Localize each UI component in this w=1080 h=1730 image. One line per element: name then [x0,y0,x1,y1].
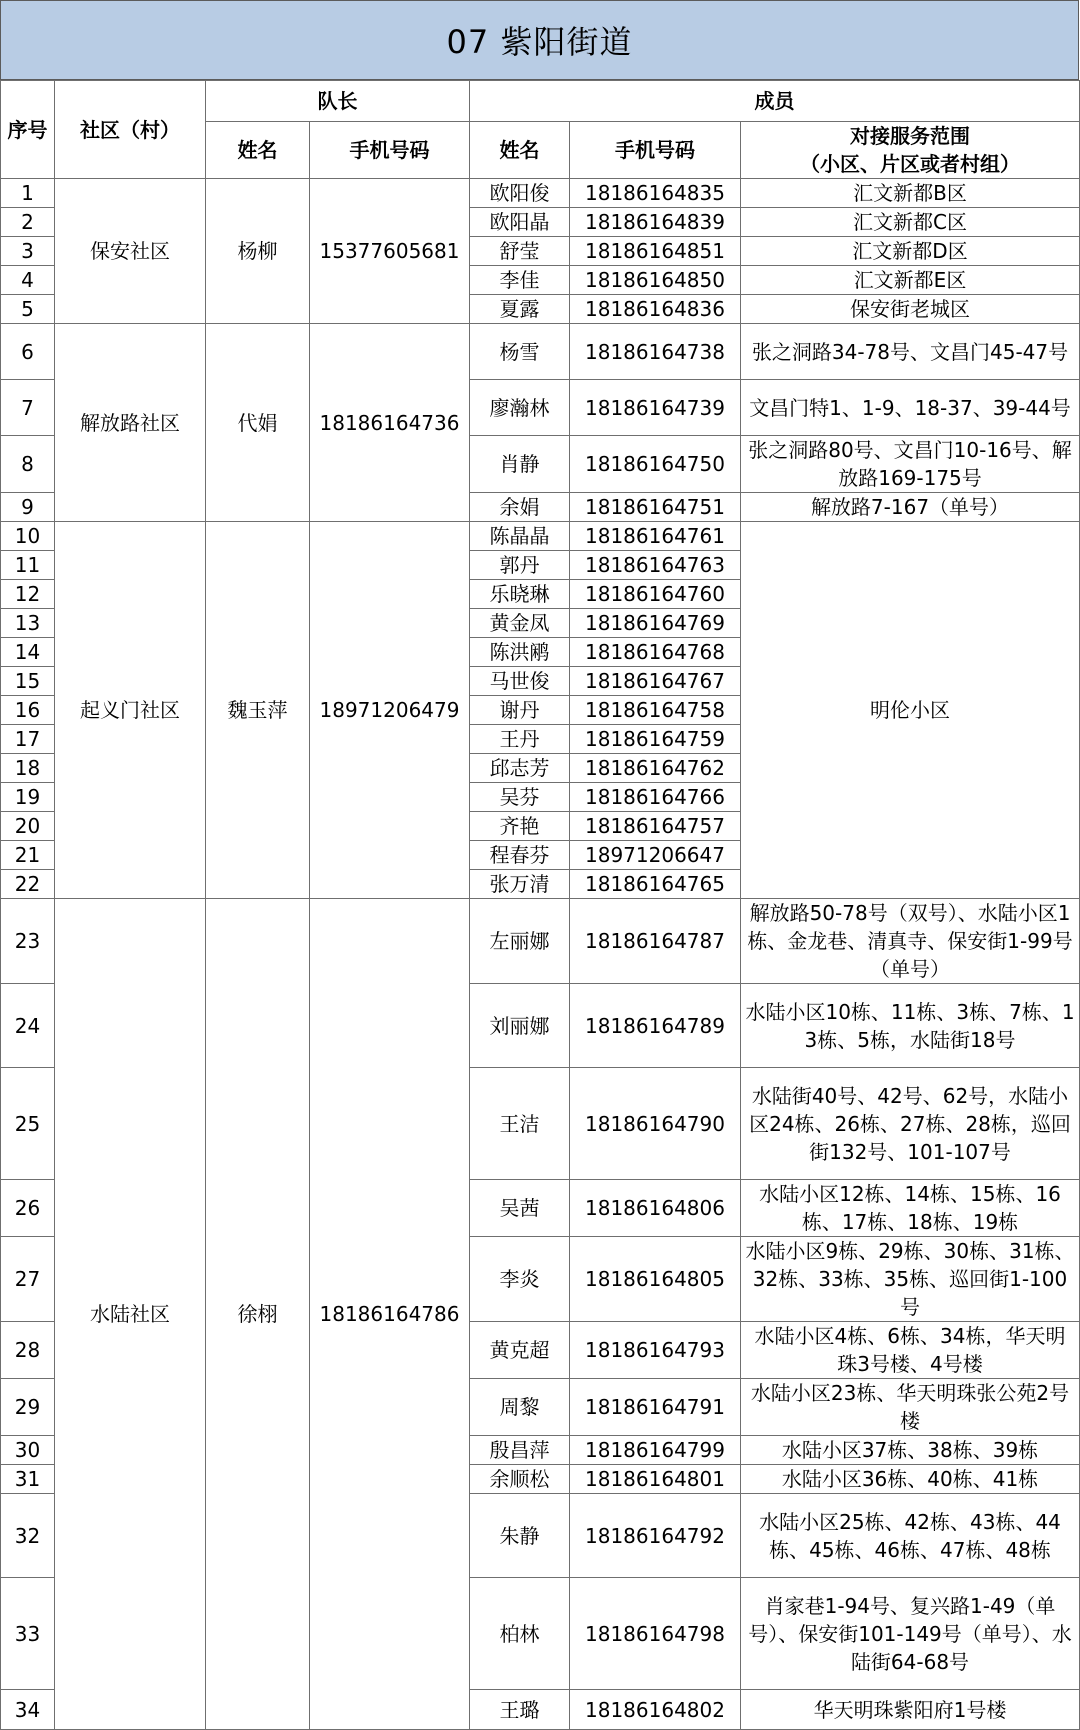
member-name: 周黎 [470,1379,570,1436]
row-index: 3 [1,237,55,266]
member-phone: 18186164759 [570,725,741,754]
member-name: 肖静 [470,436,570,493]
service-scope: 水陆小区36栋、40栋、41栋 [741,1465,1080,1494]
community-name: 水陆社区 [55,899,206,1730]
member-phone: 18186164801 [570,1465,741,1494]
row-index: 12 [1,580,55,609]
member-name: 吴茜 [470,1180,570,1237]
member-phone: 18186164787 [570,899,741,984]
service-scope: 肖家巷1-94号、复兴路1-49（单号）、保安街101-149号（单号）、水陆街64-68号 [741,1578,1080,1690]
member-phone: 18186164805 [570,1237,741,1322]
service-scope: 水陆小区10栋、11栋、3栋、7栋、13栋、5栋，水陆街18号 [741,984,1080,1068]
member-phone: 18186164750 [570,436,741,493]
member-name: 吴芬 [470,783,570,812]
member-name: 舒莹 [470,237,570,266]
table-row [1,179,1080,208]
member-phone: 18186164768 [570,638,741,667]
row-index: 31 [1,1465,55,1494]
member-name: 欧阳晶 [470,208,570,237]
member-phone: 18186164739 [570,380,741,436]
service-scope: 汇文新都B区 [741,179,1080,208]
member-name: 张万清 [470,870,570,899]
row-index: 14 [1,638,55,667]
member-name: 朱静 [470,1494,570,1578]
service-scope: 水陆小区12栋、14栋、15栋、16栋、17栋、18栋、19栋 [741,1180,1080,1237]
header-member-name: 姓名 [470,122,570,179]
community-name: 保安社区 [55,179,206,324]
service-scope: 汇文新都D区 [741,237,1080,266]
service-scope: 华天明珠紫阳府1号楼 [741,1690,1080,1730]
member-phone: 18186164836 [570,295,741,324]
member-phone: 18186164791 [570,1379,741,1436]
service-scope: 水陆小区9栋、29栋、30栋、31栋、32栋、33栋、35栋、巡回街1-100号 [741,1237,1080,1322]
member-phone: 18186164758 [570,696,741,725]
member-phone: 18186164757 [570,812,741,841]
member-name: 郭丹 [470,551,570,580]
member-name: 欧阳俊 [470,179,570,208]
member-phone: 18186164802 [570,1690,741,1730]
service-scope: 汇文新都C区 [741,208,1080,237]
row-index: 34 [1,1690,55,1730]
member-name: 齐艳 [470,812,570,841]
service-scope: 张之洞路80号、文昌门10-16号、解放路169-175号 [741,436,1080,493]
member-name: 殷昌萍 [470,1436,570,1465]
member-name: 余顺松 [470,1465,570,1494]
service-scope: 保安街老城区 [741,295,1080,324]
member-phone: 18186164751 [570,493,741,522]
member-name: 李佳 [470,266,570,295]
member-name: 李炎 [470,1237,570,1322]
row-index: 18 [1,754,55,783]
row-index: 8 [1,436,55,493]
captain-name: 徐栩 [206,899,310,1730]
member-phone: 18186164850 [570,266,741,295]
row-index: 13 [1,609,55,638]
member-phone: 18186164798 [570,1578,741,1690]
row-index: 21 [1,841,55,870]
member-phone: 18186164767 [570,667,741,696]
service-scope: 文昌门特1、1-9、18-37、39-44号 [741,380,1080,436]
member-name: 王洁 [470,1068,570,1180]
member-name: 刘丽娜 [470,984,570,1068]
row-index: 5 [1,295,55,324]
captain-name: 杨柳 [206,179,310,324]
header-community: 社区（村） [55,81,206,179]
header-captain: 队长 [206,81,470,122]
table-row [1,324,1080,380]
member-phone: 18186164851 [570,237,741,266]
header-scope-line2: （小区、片区或者村组） [800,152,1020,176]
member-phone: 18186164761 [570,522,741,551]
captain-phone: 15377605681 [310,179,470,324]
row-index: 26 [1,1180,55,1237]
roster-body [1,179,1080,1730]
service-scope: 水陆小区4栋、6栋、34栋，华天明珠3号楼、4号楼 [741,1322,1080,1379]
row-index: 33 [1,1578,55,1690]
table-row [1,522,1080,551]
service-scope: 明伦小区 [741,522,1080,899]
service-scope: 水陆小区37栋、38栋、39栋 [741,1436,1080,1465]
row-index: 27 [1,1237,55,1322]
roster-table [0,80,1080,1730]
member-name: 陈洪鹇 [470,638,570,667]
member-name: 邱志芳 [470,754,570,783]
community-name: 解放路社区 [55,324,206,522]
captain-phone: 18971206479 [310,522,470,899]
row-index: 20 [1,812,55,841]
member-phone: 18186164790 [570,1068,741,1180]
member-phone: 18186164806 [570,1180,741,1237]
header-scope-line1: 对接服务范围 [850,124,970,148]
member-phone: 18186164789 [570,984,741,1068]
row-index: 19 [1,783,55,812]
service-scope: 解放路50-78号（双号）、水陆小区1栋、金龙巷、清真寺、保安街1-99号（单号） [741,899,1080,984]
member-name: 余娟 [470,493,570,522]
member-name: 柏林 [470,1578,570,1690]
row-index: 10 [1,522,55,551]
member-phone: 18971206647 [570,841,741,870]
captain-name: 魏玉萍 [206,522,310,899]
service-scope: 解放路7-167（单号） [741,493,1080,522]
member-name: 王璐 [470,1690,570,1730]
sheet-title: 07 紫阳街道 [0,0,1079,80]
member-name: 陈晶晶 [470,522,570,551]
member-phone: 18186164839 [570,208,741,237]
community-name: 起义门社区 [55,522,206,899]
captain-phone: 18186164736 [310,324,470,522]
header-captain-phone: 手机号码 [310,122,470,179]
member-name: 杨雪 [470,324,570,380]
table-row [1,899,1080,984]
row-index: 9 [1,493,55,522]
service-scope: 水陆小区25栋、42栋、43栋、44栋、45栋、46栋、47栋、48栋 [741,1494,1080,1578]
member-phone: 18186164799 [570,1436,741,1465]
member-phone: 18186164792 [570,1494,741,1578]
row-index: 23 [1,899,55,984]
member-phone: 18186164762 [570,754,741,783]
row-index: 2 [1,208,55,237]
row-index: 24 [1,984,55,1068]
service-scope: 张之洞路34-78号、文昌门45-47号 [741,324,1080,380]
member-name: 黄金凤 [470,609,570,638]
row-index: 29 [1,1379,55,1436]
captain-name: 代娟 [206,324,310,522]
header-member-phone: 手机号码 [570,122,741,179]
member-name: 左丽娜 [470,899,570,984]
member-phone: 18186164760 [570,580,741,609]
service-scope: 汇文新都E区 [741,266,1080,295]
header-service-scope [741,122,1080,179]
member-name: 乐晓琳 [470,580,570,609]
row-index: 4 [1,266,55,295]
row-index: 6 [1,324,55,380]
row-index: 17 [1,725,55,754]
member-name: 谢丹 [470,696,570,725]
row-index: 1 [1,179,55,208]
member-phone: 18186164763 [570,551,741,580]
row-index: 30 [1,1436,55,1465]
member-phone: 18186164766 [570,783,741,812]
member-phone: 18186164769 [570,609,741,638]
member-name: 王丹 [470,725,570,754]
member-phone: 18186164793 [570,1322,741,1379]
header-captain-name: 姓名 [206,122,310,179]
row-index: 16 [1,696,55,725]
row-index: 7 [1,380,55,436]
member-name: 马世俊 [470,667,570,696]
service-scope: 水陆街40号、42号、62号，水陆小区24栋、26栋、27栋、28栋，巡回街132号、101-107号 [741,1068,1080,1180]
row-index: 11 [1,551,55,580]
member-name: 程春芬 [470,841,570,870]
row-index: 22 [1,870,55,899]
captain-phone: 18186164786 [310,899,470,1730]
member-name: 夏露 [470,295,570,324]
member-name: 黄克超 [470,1322,570,1379]
member-phone: 18186164765 [570,870,741,899]
row-index: 28 [1,1322,55,1379]
row-index: 32 [1,1494,55,1578]
member-phone: 18186164835 [570,179,741,208]
header-members: 成员 [470,81,1080,122]
member-name: 廖瀚林 [470,380,570,436]
row-index: 25 [1,1068,55,1180]
member-phone: 18186164738 [570,324,741,380]
header-index: 序号 [1,81,55,179]
service-scope: 水陆小区23栋、华天明珠张公苑2号楼 [741,1379,1080,1436]
row-index: 15 [1,667,55,696]
